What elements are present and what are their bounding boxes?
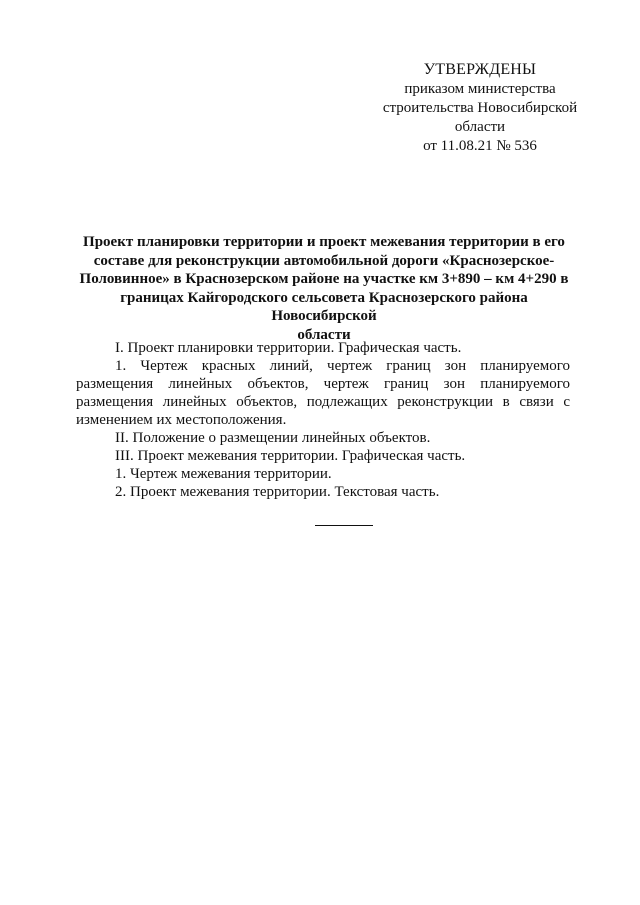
contents-item: III. Проект межевания территории. Графическая часть.	[115, 448, 466, 464]
contents-item: I. Проект планировки территории. Графическая часть.	[115, 340, 462, 356]
title-line: Проект планировки территории и проект межевания территории в его	[83, 234, 565, 250]
contents-list	[76, 339, 570, 501]
approval-heading: УТВЕРЖДЕНЫ	[423, 61, 537, 78]
contents-item: 1. Чертеж межевания территории.	[115, 466, 332, 482]
title-line: области	[297, 326, 351, 343]
approval-line: приказом министерства	[404, 81, 556, 97]
title-line: границах Кайгородского сельсовета Краснозерского района Новосибирской	[120, 289, 528, 324]
document-title	[78, 233, 570, 344]
approval-line: области	[454, 119, 506, 135]
approval-date-number: от 11.08.21 № 536	[423, 138, 537, 154]
approval-block	[380, 60, 580, 156]
contents-item: II. Положение о размещении линейных объектов.	[115, 430, 431, 446]
title-line: составе для реконструкции автомобильной дороги «Краснозерское-	[93, 252, 555, 269]
contents-item: 2. Проект межевания территории. Текстовая часть.	[115, 484, 440, 500]
title-line: Половинное» в Краснозерском районе на участке км 3+890 – км 4+290 в	[79, 271, 569, 287]
contents-item: 1. Чертеж красных линий, чертеж границ зон планируемого размещения линейных объектов, чертеж границ зон планируемого размещения линейных объектов, подлежащих реконструкции в связи с изменением их местоположения.	[76, 358, 570, 428]
approval-line: строительства Новосибирской	[382, 100, 578, 116]
closing-divider	[315, 525, 373, 526]
